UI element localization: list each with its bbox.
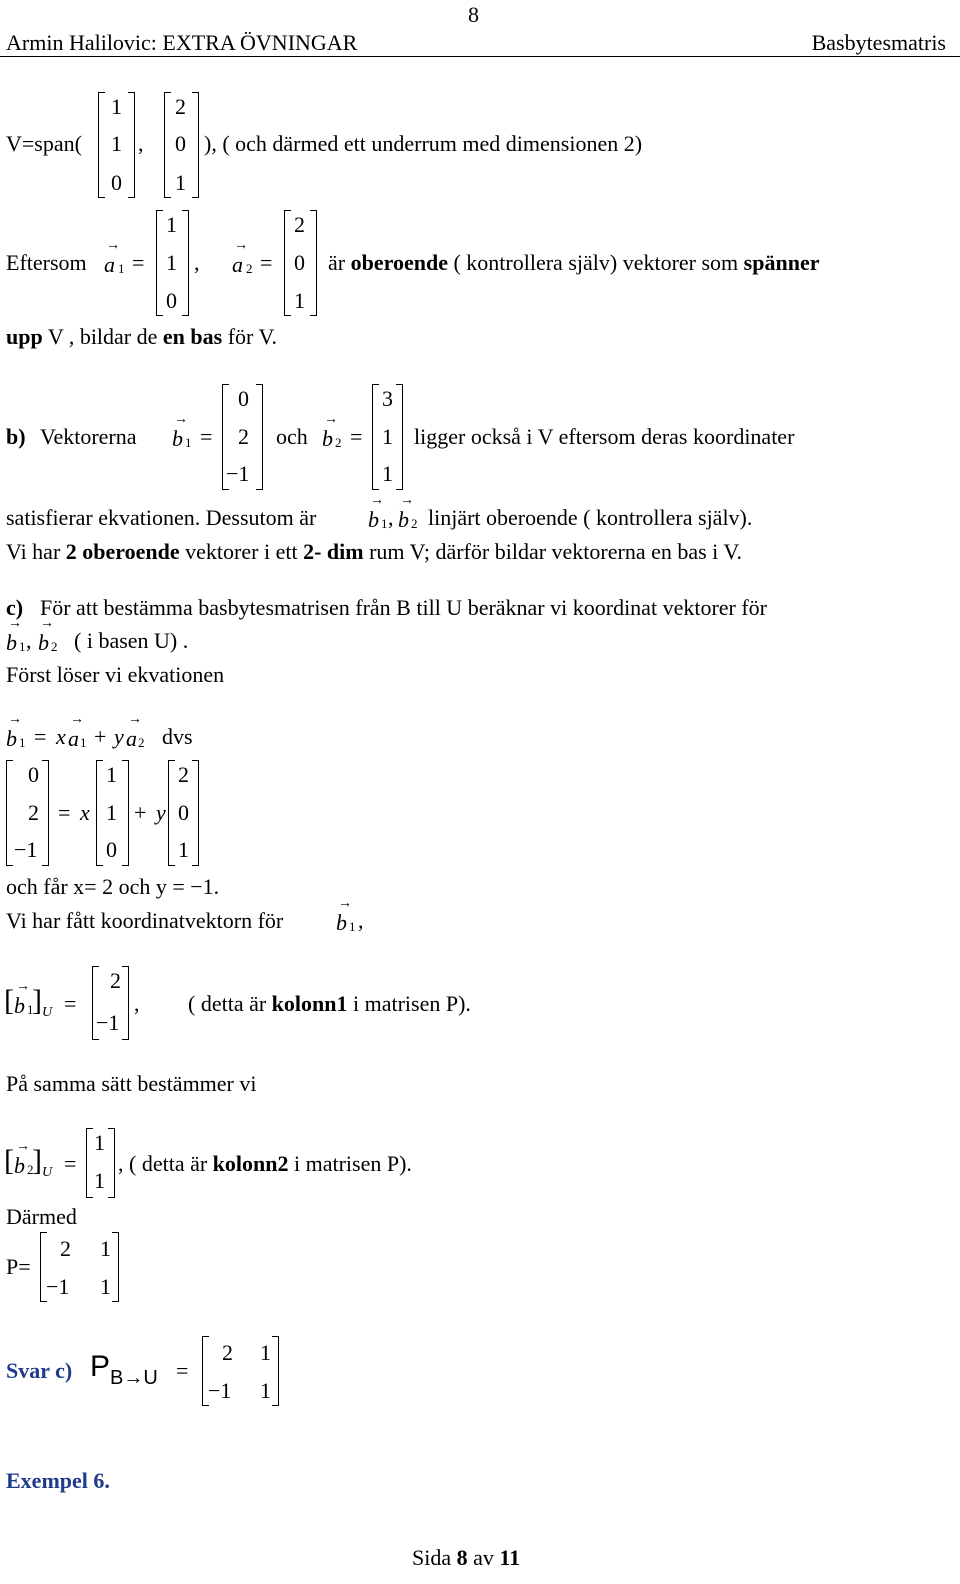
matrix-cell: 1 xyxy=(178,837,189,862)
matrix-cell: 2 xyxy=(175,94,186,119)
matrix-cell: 2 xyxy=(178,762,189,787)
matrix-bracket-left xyxy=(98,92,105,198)
text-matrisen: i matrisen P). xyxy=(294,1151,412,1176)
matrix-cell: 0 xyxy=(238,386,249,411)
matrix-cell: 1 xyxy=(382,461,393,486)
matrix-cell: 3 xyxy=(382,386,393,411)
text-detta: ( detta är xyxy=(188,991,267,1016)
matrix-bracket-right xyxy=(128,92,135,198)
vector-subscript: 2 xyxy=(246,261,253,276)
matrix-cell: 0 xyxy=(178,800,189,825)
var-y: y xyxy=(114,724,124,749)
vector-subscript: 2 xyxy=(138,735,145,750)
footer-num: 8 xyxy=(456,1545,468,1570)
part-c-line1: För att bestämma basbytesmatrisen från B till U beräknar vi koordinat vektorer för xyxy=(40,595,768,620)
coord-bracket-open: [ xyxy=(4,984,14,1017)
matrix-bracket-left xyxy=(156,210,163,316)
footer-av: av xyxy=(473,1545,494,1570)
pbu-subscript: B→U xyxy=(110,1367,158,1389)
text-detta: , ( detta är xyxy=(118,1151,208,1176)
vector-subscript: 2 xyxy=(27,1162,34,1177)
p-label: P= xyxy=(6,1254,31,1279)
vector-subscript: 2 xyxy=(51,639,58,654)
basis-u-subscript: U xyxy=(42,1165,53,1180)
text-matrisen: i matrisen P). xyxy=(353,991,471,1016)
matrix-cell: 1 xyxy=(94,1130,105,1155)
text-upp: upp xyxy=(6,324,43,349)
text-spanner: spänner xyxy=(743,250,820,275)
matrix-cell: 0 xyxy=(166,288,177,313)
matrix-cell: 1 xyxy=(94,1168,105,1193)
equals-sign: = xyxy=(200,424,213,449)
eftersom-line2 xyxy=(6,326,277,348)
coord-bracket-close: ] xyxy=(32,984,42,1017)
vector-subscript: 1 xyxy=(19,639,26,654)
text-vi-har: Vi har xyxy=(6,539,61,564)
plus-sign: + xyxy=(94,724,107,749)
matrix-bracket-right xyxy=(122,760,129,866)
eq-dvs: dvs xyxy=(162,724,193,749)
var-x: x xyxy=(80,800,90,825)
text-2-oberoende: 2 oberoende xyxy=(65,539,180,564)
vector-subscript: 2 xyxy=(411,516,418,531)
text-ar: är xyxy=(328,250,346,275)
note-kolonn1 xyxy=(188,993,471,1015)
span-suffix: ), ( och därmed ett underrum med dimensionen 2) xyxy=(204,131,643,156)
equals-sign: = xyxy=(58,800,71,825)
matrix-bracket-right xyxy=(42,760,49,866)
matrix-bracket-right xyxy=(122,966,129,1040)
header-left: Armin Halilovic: EXTRA ÖVNINGAR xyxy=(6,30,358,55)
matrix-cell: −1 xyxy=(96,1010,120,1035)
matrix-cell: 0 xyxy=(111,170,122,195)
text-2-dim: 2- dim xyxy=(303,539,364,564)
matrix-cell: 1 xyxy=(260,1378,271,1403)
text-vektorer: vektorer i ett xyxy=(185,539,298,564)
part-b-label: b) xyxy=(6,424,26,449)
matrix-cell: −1 xyxy=(14,837,38,862)
vector-subscript: 1 xyxy=(185,435,192,450)
matrix-cell: 1 xyxy=(111,131,122,156)
vector-subscript: 1 xyxy=(80,735,87,750)
vector-subscript: 1 xyxy=(27,1002,34,1017)
part-b-line2b: linjärt oberoende ( kontrollera själv). xyxy=(428,505,753,530)
header-page-number: 8 xyxy=(468,2,479,27)
equals-sign: = xyxy=(132,250,145,275)
matrix-cell: 1 xyxy=(166,212,177,237)
vector-subscript: 2 xyxy=(335,435,342,450)
part-c-result: och får x= 2 och y = −1. xyxy=(6,874,220,899)
text-bildar: V , bildar de xyxy=(47,324,158,349)
exempel-heading: Exempel 6. xyxy=(6,1468,110,1493)
matrix-bracket-left xyxy=(96,760,103,866)
plus-sign: + xyxy=(134,800,147,825)
eftersom-lead: Eftersom xyxy=(6,250,87,275)
equals-sign: = xyxy=(64,1151,77,1176)
vector-subscript: 1 xyxy=(19,735,26,750)
comma: , xyxy=(358,908,364,933)
coord-bracket-open: [ xyxy=(4,1144,14,1177)
matrix-cell: 1 xyxy=(106,762,117,787)
vector-b1-symbol: b → xyxy=(6,630,17,656)
comma: , xyxy=(26,628,32,653)
part-c-label: c) xyxy=(6,595,24,620)
matrix-bracket-right xyxy=(182,210,189,316)
matrix-bracket-left xyxy=(164,92,171,198)
vector-subscript: 1 xyxy=(381,516,388,531)
matrix-cell: 0 xyxy=(106,837,117,862)
header-rule xyxy=(0,56,960,57)
note-kolonn2 xyxy=(118,1153,412,1175)
span-prefix: V=span( xyxy=(6,131,82,156)
equals-sign: = xyxy=(260,250,273,275)
part-c-samma: På samma sätt bestämmer vi xyxy=(6,1071,257,1096)
vector-subscript: 1 xyxy=(349,919,356,934)
vector-b1-symbol: b → xyxy=(14,993,25,1019)
matrix-cell: 0 xyxy=(28,762,39,787)
part-c-darmed: Därmed xyxy=(6,1204,77,1229)
matrix-cell: 2 xyxy=(294,212,305,237)
vector-a2-symbol: a → xyxy=(232,252,243,278)
equals-sign: = xyxy=(34,724,47,749)
matrix-cell: 2 xyxy=(238,424,249,449)
matrix-bracket-right xyxy=(272,1336,279,1406)
matrix-cell: 1 xyxy=(294,288,305,313)
part-b-line3 xyxy=(6,541,742,563)
matrix-bracket-right xyxy=(108,1128,115,1198)
header-right: Basbytesmatris xyxy=(811,30,946,55)
matrix-bracket-left xyxy=(284,210,291,316)
text-kontrollera: ( kontrollera själv) vektorer som xyxy=(453,250,739,275)
text-rum: rum V; därför bildar vektorerna en bas i V. xyxy=(369,539,742,564)
comma: , xyxy=(134,991,140,1016)
vector-a2-symbol: a → xyxy=(126,726,137,752)
vector-subscript: 1 xyxy=(118,261,125,276)
footer-page xyxy=(412,1547,520,1569)
text-en-bas: en bas xyxy=(162,324,223,349)
matrix-cell: 1 xyxy=(166,250,177,275)
footer-sida: Sida xyxy=(412,1545,452,1570)
comma: , xyxy=(194,250,200,275)
matrix-cell: 1 xyxy=(100,1274,111,1299)
matrix-cell: 1 xyxy=(111,94,122,119)
part-b-lead: Vektorerna xyxy=(40,424,137,449)
vector-b1-symbol: b → xyxy=(336,910,347,936)
equals-sign: = xyxy=(350,424,363,449)
text-kolonn1: kolonn1 xyxy=(271,991,348,1016)
part-b-line2a: satisfierar ekvationen. Dessutom är xyxy=(6,505,317,530)
vector-a1-symbol: a → xyxy=(104,252,115,278)
matrix-cell: −1 xyxy=(226,461,250,486)
matrix-cell: 2 xyxy=(222,1340,233,1365)
eftersom-text xyxy=(328,252,819,274)
matrix-bracket-left xyxy=(168,760,175,866)
matrix-bracket-right xyxy=(192,92,199,198)
vector-b2-symbol: b → xyxy=(322,426,333,452)
svar-label: Svar c) xyxy=(6,1358,73,1383)
matrix-bracket-right xyxy=(256,384,263,490)
matrix-bracket-left xyxy=(6,760,13,866)
matrix-bracket-left xyxy=(372,384,379,490)
matrix-cell: −1 xyxy=(208,1378,232,1403)
matrix-cell: 1 xyxy=(100,1236,111,1261)
matrix-bracket-right xyxy=(310,210,317,316)
vector-b2-symbol: b → xyxy=(398,507,409,533)
var-x: x xyxy=(56,724,66,749)
basis-u-subscript: U xyxy=(42,1005,53,1020)
matrix-cell: −1 xyxy=(46,1274,70,1299)
pbu-symbol xyxy=(90,1350,158,1389)
part-c-line3: Först löser vi ekvationen xyxy=(6,662,225,687)
matrix-cell: 2 xyxy=(110,968,121,993)
matrix-bracket-right xyxy=(396,384,403,490)
part-c-line2: ( i basen U) . xyxy=(74,628,189,653)
text-for-v: för V. xyxy=(227,324,278,349)
text-oberoende: oberoende xyxy=(350,250,448,275)
matrix-bracket-right xyxy=(112,1232,119,1302)
pbu-p: P xyxy=(90,1350,111,1383)
vector-b2-symbol: b → xyxy=(38,630,49,656)
vector-b1-symbol: b → xyxy=(172,426,183,452)
footer-total: 11 xyxy=(499,1545,521,1570)
text-och: och xyxy=(276,424,308,449)
matrix-cell: 1 xyxy=(175,170,186,195)
equals-sign: = xyxy=(176,1358,189,1383)
matrix-cell: 1 xyxy=(106,800,117,825)
equals-sign: = xyxy=(64,991,77,1016)
matrix-cell: 0 xyxy=(294,250,305,275)
part-c-koord: Vi har fått koordinatvektorn för xyxy=(6,908,284,933)
vector-a1-symbol: a → xyxy=(68,726,79,752)
part-b-tail: ligger också i V eftersom deras koordinater xyxy=(414,424,795,449)
vector-b1-symbol: b → xyxy=(6,726,17,752)
comma: , xyxy=(388,505,394,530)
matrix-cell: 2 xyxy=(28,800,39,825)
matrix-bracket-left xyxy=(86,1128,93,1198)
text-kolonn2: kolonn2 xyxy=(212,1151,289,1176)
matrix-cell: 1 xyxy=(260,1340,271,1365)
coord-bracket-close: ] xyxy=(32,1144,42,1177)
matrix-bracket-right xyxy=(192,760,199,866)
vector-b2-symbol: b → xyxy=(14,1153,25,1179)
matrix-cell: 2 xyxy=(60,1236,71,1261)
var-y: y xyxy=(156,800,166,825)
vector-b1-symbol: b → xyxy=(368,507,379,533)
comma: , xyxy=(138,131,144,156)
matrix-cell: 1 xyxy=(382,424,393,449)
matrix-cell: 0 xyxy=(175,131,186,156)
